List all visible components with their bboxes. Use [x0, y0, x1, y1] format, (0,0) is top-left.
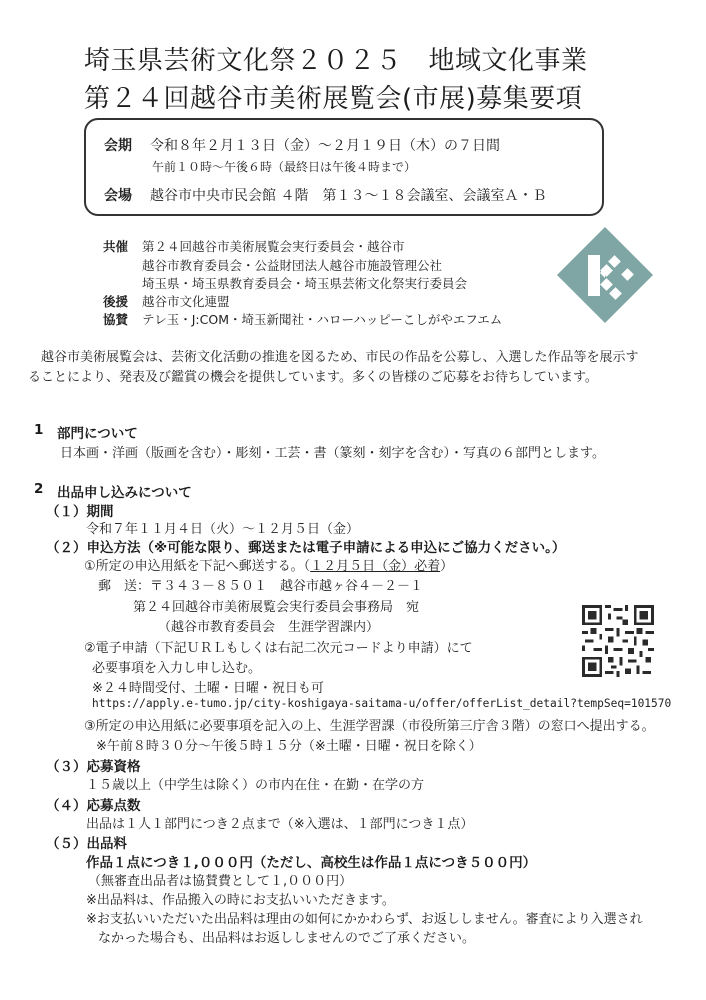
cohost-line: 埼玉県・埼玉県教育委員会・埼玉県芸術文化祭実行委員会 — [142, 276, 468, 291]
fee-note-refund-cont: なかった場合も、出品料はお返ししませんのでご了承ください。 — [98, 931, 476, 946]
fee-note-exempt: （無審査出品者は協賛費として１,０００円） — [88, 874, 353, 889]
method-heading: （２）申込方法（※可能な限り、郵送または電子申請による申込にご協力ください。） — [46, 540, 566, 556]
method-option1: ①所定の申込用紙を下記へ郵送する。（１２月５日（金）必着） — [84, 559, 454, 574]
method-option3: ③所定の申込用紙に必要事項を記入の上、生涯学習課（市役所第三庁舎３階）の窓口へ提出する。 — [84, 719, 655, 734]
entries-text: 出品は１人１部門につき２点まで（※入選は、１部門につき１点） — [86, 817, 474, 832]
period-heading: （１）期間 — [46, 504, 114, 520]
intro-line: 越谷市美術展覧会は、芸術文化活動の推進を図るため、市民の作品を公募し、入選した作品等を展示す — [28, 350, 639, 365]
fee-main: 作品１点につき１,０００円（ただし、高校生は作品１点につき５００円） — [86, 855, 537, 871]
application-url-link[interactable]: https://apply.e-tumo.jp/city-koshigaya-saitama-u/offer/offerList_detail?tempSeq=101570 — [92, 697, 672, 710]
cohost-label: 共催 — [103, 239, 129, 254]
intro-line: ることにより、発表及び鑑賞の機会を提供しています。多くの皆様のご応募をお待ちしています。 — [28, 370, 598, 385]
method-option2: ②電子申請（下記ＵＲＬもしくは右記二次元コードより申請）にて — [84, 641, 473, 656]
fee-note-payment: ※出品料は、作品搬入の時にお支払いいただきます。 — [86, 893, 395, 908]
period-hours: 午前１０時～午後６時（最終日は午後４時まで） — [152, 160, 417, 174]
method-option2-detail: 必要事項を入力し申し込む。 — [92, 661, 262, 676]
section1-text: 日本画・洋画（版画を含む）・彫刻・工芸・書（篆刻・刻字を含む）・写真の６部門とします。 — [60, 446, 605, 461]
section1-number: 1 — [34, 422, 44, 438]
section1-title: 部門について — [57, 426, 138, 442]
page-title-line2: 第２４回越谷市美術展覧会(市展)募集要項 — [84, 84, 583, 114]
fee-note-refund: ※お支払いいただいた出品料は理由の如何にかかわらず、お返ししません。審査により入選され — [86, 912, 643, 927]
fee-heading: （５）出品料 — [46, 836, 127, 852]
sponsor-label: 協賛 — [103, 312, 129, 327]
page-title-line1: 埼玉県芸術文化祭２０２５ 地域文化事業 — [84, 46, 588, 76]
support-label: 後援 — [103, 294, 129, 309]
sponsor-text: テレ玉・J:COM・埼玉新聞社・ハローハッピーこしがやエフエム — [142, 312, 503, 327]
qr-code-icon[interactable] — [582, 605, 654, 677]
method-option3-note: ※午前８時３０分～午後５時１５分（※土曜・日曜・祝日を除く） — [96, 739, 482, 754]
mail-recipient: 第２４回越谷市美術展覧会実行委員会事務局 宛 — [133, 600, 420, 615]
entries-heading: （４）応募点数 — [46, 798, 141, 814]
eligibility-heading: （３）応募資格 — [46, 759, 141, 775]
period-text: 令和８年２月１３日（金）～２月１９日（木）の７日間 — [150, 138, 500, 154]
venue-label: 会場 — [104, 188, 132, 204]
cohost-line: 第２４回越谷市美術展覧会実行委員会・越谷市 — [142, 239, 405, 254]
section2-title: 出品申し込みについて — [57, 485, 192, 501]
venue-text: 越谷市中央市民会館 ４階 第１３～１８会議室、会議室Ａ・Ｂ — [150, 188, 547, 204]
eligibility-text: １５歳以上（中学生は除く）の市内在住・在勤・在学の方 — [86, 778, 425, 793]
section2-number: 2 — [34, 481, 44, 497]
period-text: 令和７年１１月４日（火）～１２月５日（金） — [86, 522, 360, 537]
mail-address: 郵 送：〒３４３－８５０１ 越谷市越ヶ谷４－２－１ — [98, 579, 424, 594]
koshigaya-city-logo-icon — [555, 225, 655, 325]
support-text: 越谷市文化連盟 — [142, 294, 230, 309]
mail-care-of: （越谷市教育委員会 生涯学習課内） — [158, 620, 380, 635]
method-option2-note: ※２４時間受付、土曜・日曜・祝日も可 — [92, 681, 324, 696]
period-label: 会期 — [104, 138, 132, 154]
deadline-text: １２月５日（金）必着 — [310, 559, 441, 574]
cohost-line: 越谷市教育委員会・公益財団法人越谷市施設管理公社 — [142, 258, 443, 273]
